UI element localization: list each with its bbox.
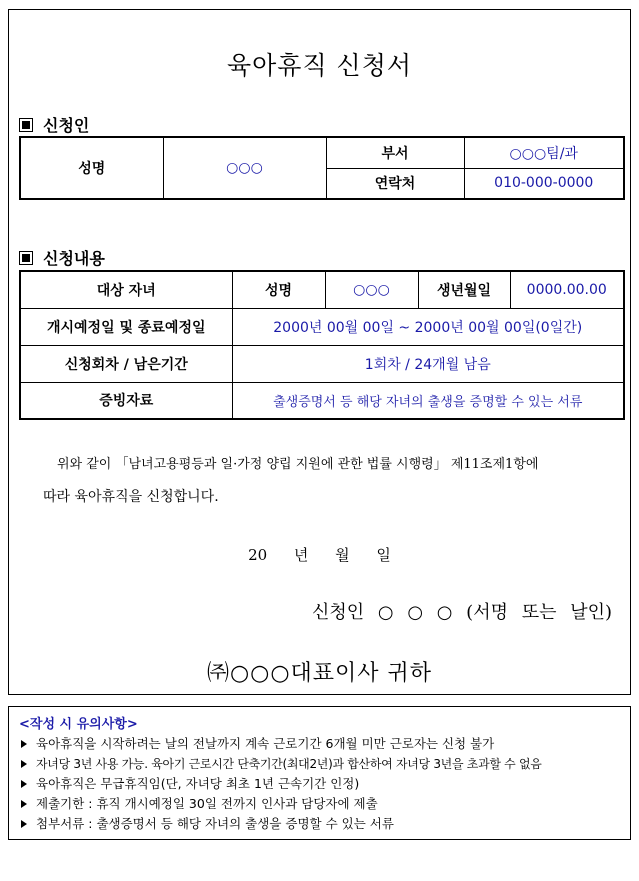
birth-value: 0000.00.00 (510, 271, 624, 308)
applicant-table (19, 136, 625, 200)
note-item: 육아휴직을 시작하려는 날의 전날까지 계속 근로기간 6개월 미만 근로자는 신청 불가 (19, 734, 620, 754)
note-item: 자녀당 3년 사용 가능. 육아기 근로시간 단축기간(최대2년)과 합산하여 자녀당 3년을 초과할 수 없음 (19, 754, 620, 774)
applicant-heading-text: 신청인 (43, 116, 90, 135)
notes-title: <작성 시 유의사항> (19, 717, 138, 732)
date-line: 20 년 월 일 (248, 546, 391, 564)
request-heading-text: 신청내용 (43, 249, 105, 268)
request-table (19, 270, 625, 420)
note-item: 육아휴직은 무급휴직임(단, 자녀당 최초 1년 근속기간 인정) (19, 774, 620, 794)
triangle-bullet-icon (21, 800, 27, 808)
applicant-name-value: ○○○ (163, 137, 326, 199)
applicant-section-heading (19, 113, 89, 136)
evidence-value: 출생증명서 등 해당 자녀의 출생을 증명할 수 있는 서류 (232, 382, 624, 419)
signature-line: 신청인 ○ ○ ○ (서명 또는 날인) (312, 602, 612, 623)
child-name-value: ○○○ (325, 271, 418, 308)
period-value: 2000년 00월 00일 ~ 2000년 00월 00일(0일간) (232, 308, 624, 345)
notes-box (8, 706, 631, 840)
application-form (8, 9, 631, 695)
count-label: 신청회차 / 남은기간 (20, 345, 232, 382)
applicant-contact-value: 010-000-0000 (464, 168, 624, 199)
triangle-bullet-icon (21, 740, 27, 748)
form-title: 육아휴직 신청서 (227, 51, 412, 80)
triangle-bullet-icon (21, 820, 27, 828)
child-name-label: 성명 (232, 271, 325, 308)
request-section-heading (19, 246, 105, 269)
square-bullet-icon (19, 251, 33, 265)
applicant-contact-label: 연락처 (326, 168, 464, 199)
statement-line-2: 따라 육아휴직을 신청합니다. (43, 489, 219, 505)
applicant-dept-label: 부서 (326, 137, 464, 168)
birth-label: 생년월일 (418, 271, 510, 308)
applicant-dept-value: ○○○팀/과 (464, 137, 624, 168)
evidence-label: 증빙자료 (20, 382, 232, 419)
note-item: 첨부서류 : 출생증명서 등 해당 자녀의 출생을 증명할 수 있는 서류 (19, 814, 620, 834)
child-label: 대상 자녀 (20, 271, 232, 308)
triangle-bullet-icon (21, 760, 27, 768)
statement-line-1: 위와 같이 「남녀고용평등과 일·가정 양립 지원에 관한 법률 시행령」 제11조제1항에 (57, 457, 539, 472)
period-label: 개시예정일 및 종료예정일 (20, 308, 232, 345)
square-bullet-icon (19, 118, 33, 132)
count-value: 1회차 / 24개월 남음 (232, 345, 624, 382)
applicant-name-label: 성명 (20, 137, 163, 199)
addressee-line: ㈜○○○대표이사 귀하 (206, 661, 433, 686)
note-item: 제출기한 : 휴직 개시예정일 30일 전까지 인사과 담당자에 제출 (19, 794, 620, 814)
triangle-bullet-icon (21, 780, 27, 788)
